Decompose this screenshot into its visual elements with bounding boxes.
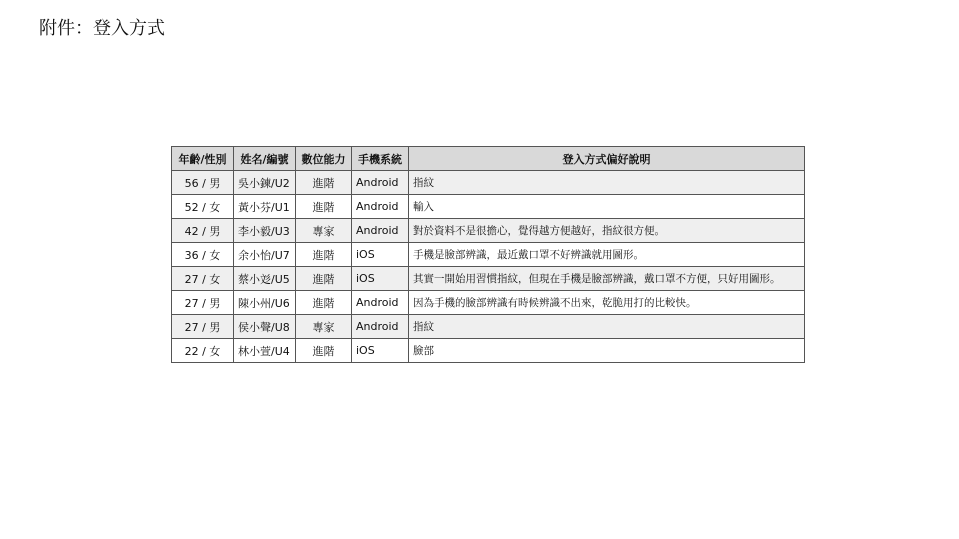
cell-digital-skill: 進階: [296, 243, 352, 267]
cell-digital-skill: 進階: [296, 171, 352, 195]
cell-digital-skill: 進階: [296, 339, 352, 363]
page-title: 附件：登入方式: [39, 18, 165, 39]
cell-digital-skill: 進階: [296, 267, 352, 291]
cell-phone-os: Android: [352, 219, 409, 243]
cell-login-preference: 指紋: [409, 315, 805, 339]
cell-login-preference: 因為手機的臉部辨識有時候辨識不出來，乾脆用打的比較快。: [409, 291, 805, 315]
cell-name-id: 侯小聲/U8: [234, 315, 296, 339]
cell-phone-os: Android: [352, 315, 409, 339]
header-login-preference: 登入方式偏好說明: [409, 147, 805, 171]
cell-phone-os: iOS: [352, 339, 409, 363]
cell-digital-skill: 專家: [296, 219, 352, 243]
table-row: [172, 339, 805, 363]
table-header-row: [172, 147, 805, 171]
cell-phone-os: iOS: [352, 267, 409, 291]
header-name-id: 姓名/編號: [234, 147, 296, 171]
table-row: [172, 219, 805, 243]
table-row: [172, 315, 805, 339]
cell-login-preference: 臉部: [409, 339, 805, 363]
cell-age-gender: 27 / 女: [172, 267, 234, 291]
cell-digital-skill: 進階: [296, 291, 352, 315]
cell-login-preference: 手機是臉部辨識，最近戴口罩不好辨識就用圖形。: [409, 243, 805, 267]
login-preference-table: [171, 146, 805, 363]
cell-age-gender: 42 / 男: [172, 219, 234, 243]
cell-phone-os: iOS: [352, 243, 409, 267]
table-row: [172, 267, 805, 291]
cell-login-preference: 輸入: [409, 195, 805, 219]
cell-age-gender: 27 / 男: [172, 315, 234, 339]
cell-login-preference: 對於資料不是很擔心，覺得越方便越好，指紋很方便。: [409, 219, 805, 243]
cell-name-id: 黃小芬/U1: [234, 195, 296, 219]
cell-name-id: 蔡小彣/U5: [234, 267, 296, 291]
cell-login-preference: 指紋: [409, 171, 805, 195]
cell-name-id: 余小怡/U7: [234, 243, 296, 267]
cell-phone-os: Android: [352, 195, 409, 219]
cell-age-gender: 52 / 女: [172, 195, 234, 219]
cell-name-id: 吳小鍊/U2: [234, 171, 296, 195]
cell-name-id: 林小萱/U4: [234, 339, 296, 363]
table-row: [172, 291, 805, 315]
cell-name-id: 陳小州/U6: [234, 291, 296, 315]
header-digital-skill: 數位能力: [296, 147, 352, 171]
header-phone-os: 手機系統: [352, 147, 409, 171]
cell-age-gender: 22 / 女: [172, 339, 234, 363]
header-age-gender: 年齡/性別: [172, 147, 234, 171]
table-row: [172, 243, 805, 267]
cell-login-preference: 其實一開始用習慣指紋，但現在手機是臉部辨識，戴口罩不方便，只好用圖形。: [409, 267, 805, 291]
table-row: [172, 195, 805, 219]
cell-phone-os: Android: [352, 291, 409, 315]
cell-digital-skill: 專家: [296, 315, 352, 339]
cell-phone-os: Android: [352, 171, 409, 195]
cell-age-gender: 56 / 男: [172, 171, 234, 195]
cell-name-id: 李小毅/U3: [234, 219, 296, 243]
cell-age-gender: 36 / 女: [172, 243, 234, 267]
cell-age-gender: 27 / 男: [172, 291, 234, 315]
cell-digital-skill: 進階: [296, 195, 352, 219]
table-row: [172, 171, 805, 195]
